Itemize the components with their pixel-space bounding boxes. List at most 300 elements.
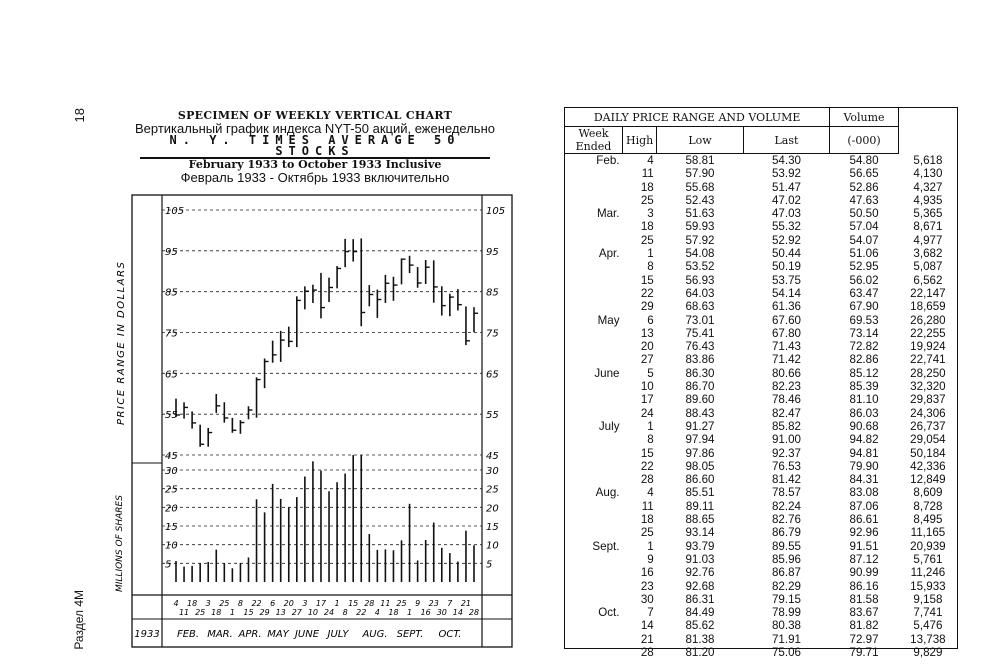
row-volume: 8,671 [913, 220, 943, 234]
year-label: 1933 [134, 629, 160, 640]
row-month: June [594, 366, 620, 380]
row-low: 71.91 [771, 632, 801, 646]
row-volume: 8,495 [913, 513, 943, 527]
row-day: 1 [647, 539, 654, 553]
row-volume: 3,682 [913, 247, 943, 261]
row-day: 10 [640, 380, 654, 394]
row-day: 17 [640, 393, 654, 407]
day-label-bottom: 8 [342, 608, 348, 617]
table-row [565, 420, 958, 433]
row-day: 8 [647, 433, 654, 447]
row-month [565, 181, 623, 194]
table-row [565, 247, 958, 260]
row-last: 90.68 [849, 419, 879, 433]
day-label-bottom: 13 [275, 608, 286, 617]
table-row [565, 566, 958, 579]
row-volume: 6,562 [913, 273, 943, 287]
row-last: 47.63 [849, 193, 879, 207]
row-high: 56.93 [685, 273, 715, 287]
price-bars [176, 238, 478, 446]
row-month [565, 380, 623, 393]
row-day: 25 [640, 193, 654, 207]
row-volume: 22,741 [910, 353, 946, 367]
row-low: 50.44 [771, 247, 801, 261]
row-day: 11 [641, 167, 654, 181]
row-high: 92.76 [685, 566, 715, 580]
row-day: 21 [640, 632, 654, 646]
table-row [565, 407, 958, 420]
row-last: 87.06 [849, 499, 879, 513]
month-label: OCT. [438, 629, 462, 640]
row-last: 52.95 [849, 260, 879, 274]
day-label-bottom: 18 [211, 608, 222, 617]
row-last: 56.65 [849, 167, 879, 181]
row-low: 47.03 [771, 207, 801, 221]
row-high: 55.68 [685, 180, 715, 194]
row-day: 23 [640, 579, 654, 593]
table-row [565, 606, 958, 619]
table-row [565, 580, 958, 593]
row-last: 83.67 [849, 606, 879, 620]
row-volume: 26,737 [910, 419, 946, 433]
row-day: 6 [647, 313, 654, 327]
row-last: 54.07 [849, 233, 879, 247]
table-row [565, 486, 958, 499]
row-month [565, 393, 623, 406]
row-volume: 4,130 [913, 167, 943, 181]
table-row [565, 340, 958, 353]
month-label: APR. [238, 629, 262, 640]
row-month [565, 274, 623, 287]
row-day: 29 [640, 300, 654, 314]
row-month [565, 566, 623, 579]
row-high: 91.03 [685, 552, 715, 566]
price-tick-label-right: 45 [486, 451, 499, 462]
row-month [565, 300, 623, 313]
day-label-bottom: 22 [356, 608, 367, 617]
volume-tick-label-left: 5 [165, 559, 172, 571]
day-label-bottom: 11 [178, 608, 190, 617]
day-label-top: 25 [396, 599, 407, 608]
table-row [565, 513, 958, 526]
row-last: 72.97 [849, 632, 879, 646]
row-volume: 4,935 [913, 193, 943, 207]
row-low: 78.46 [771, 393, 801, 407]
row-high: 84.49 [685, 606, 715, 620]
row-volume: 22,147 [910, 286, 946, 300]
row-day: 30 [640, 592, 654, 606]
row-high: 98.05 [685, 459, 715, 473]
row-day: 15 [640, 273, 654, 287]
row-low: 80.38 [771, 619, 801, 633]
row-high: 57.92 [685, 233, 715, 247]
row-day: 15 [640, 446, 654, 460]
price-tick-label-left: 45 [165, 451, 178, 462]
col-high: High [623, 127, 657, 154]
row-volume: 18,659 [910, 300, 946, 314]
weekly-vertical-chart [100, 185, 506, 655]
row-high: 85.51 [685, 486, 715, 500]
row-month [565, 167, 623, 180]
row-month [565, 633, 623, 646]
table-row [565, 473, 958, 486]
row-day: 8 [647, 260, 654, 274]
chart-frame [132, 195, 512, 647]
table-row [565, 540, 958, 553]
chart-period-en: February 1933 to October 1933 Inclusive [188, 158, 442, 171]
row-volume: 50,184 [910, 446, 946, 460]
row-month: Sept. [592, 539, 620, 553]
price-tick-label-right: 85 [486, 287, 499, 299]
row-low: 55.32 [771, 220, 801, 234]
row-low: 85.96 [771, 552, 801, 566]
row-month [565, 619, 623, 632]
row-month [565, 646, 623, 659]
price-tick-label-right: 95 [486, 246, 499, 258]
row-high: 92.68 [685, 579, 715, 593]
row-high: 51.63 [685, 207, 715, 221]
table-row [565, 526, 958, 539]
row-last: 85.12 [849, 366, 879, 380]
row-volume: 4,977 [913, 233, 943, 247]
row-day: 25 [640, 526, 654, 540]
row-volume: 22,255 [910, 326, 946, 340]
row-month: July [598, 419, 620, 433]
row-low: 71.43 [771, 340, 801, 354]
month-label: FEB. [176, 629, 200, 640]
row-low: 82.24 [771, 499, 801, 513]
table-row [565, 619, 958, 632]
row-low: 78.99 [771, 606, 801, 620]
price-axis-title: PRICE RANGE IN DOLLARS [116, 260, 127, 425]
row-month [565, 473, 623, 486]
row-month [565, 234, 623, 247]
volume-tick-label-right: 10 [486, 540, 499, 552]
day-label-top: 23 [428, 599, 439, 608]
volume-tick-label-left: 15 [165, 522, 178, 533]
row-last: 79.71 [849, 645, 879, 659]
day-label-bottom: 16 [420, 608, 431, 617]
row-day: 4 [647, 486, 654, 500]
row-volume: 8,609 [913, 486, 943, 500]
day-label-top: 7 [447, 599, 453, 608]
row-volume: 9,158 [913, 592, 943, 606]
row-high: 76.43 [685, 340, 715, 354]
day-label-bottom: 10 [307, 608, 319, 617]
row-day: 1 [647, 419, 654, 433]
row-day: 18 [640, 220, 654, 234]
table-row [565, 646, 958, 659]
row-month [565, 220, 623, 233]
day-label-top: 11 [380, 599, 391, 608]
row-last: 69.53 [849, 313, 879, 327]
row-low: 78.57 [771, 486, 801, 500]
row-last: 82.86 [849, 353, 879, 367]
row-day: 7 [647, 606, 654, 620]
row-low: 53.75 [771, 273, 801, 287]
price-tick-label-left: 85 [165, 287, 178, 299]
col-last: Last [743, 127, 829, 154]
day-label-bottom: 1 [229, 608, 235, 617]
price-tick-label-right: 65 [486, 369, 499, 381]
row-month [565, 553, 623, 566]
row-day: 13 [640, 326, 654, 340]
table-row [565, 393, 958, 406]
row-high: 83.86 [685, 353, 715, 367]
row-low: 82.29 [771, 579, 801, 593]
day-label-top: 17 [315, 599, 327, 608]
row-high: 54.08 [685, 247, 715, 261]
row-volume: 20,939 [910, 539, 946, 553]
row-volume: 15,933 [910, 579, 946, 593]
row-day: 20 [640, 340, 654, 354]
row-last: 86.03 [849, 406, 879, 420]
day-label-bottom: 4 [374, 608, 380, 617]
day-label-bottom: 29 [259, 608, 270, 617]
table-row [565, 154, 958, 168]
row-last: 57.04 [849, 220, 879, 234]
row-high: 58.81 [685, 154, 715, 167]
row-last: 54.80 [849, 154, 879, 167]
col-vol: (-000) [830, 127, 899, 154]
row-low: 76.53 [771, 459, 801, 473]
day-label-bottom: 15 [243, 608, 254, 617]
row-day: 27 [640, 353, 654, 367]
row-day: 5 [647, 366, 654, 380]
row-day: 11 [641, 499, 654, 513]
month-label: AUG. [362, 629, 388, 640]
table-row [565, 367, 958, 380]
row-day: 16 [640, 566, 654, 580]
row-low: 54.30 [771, 154, 801, 167]
row-volume: 5,618 [913, 153, 943, 167]
row-volume: 9,829 [913, 645, 943, 659]
price-tick-label-left: 75 [165, 328, 178, 340]
row-day: 25 [640, 233, 654, 247]
row-high: 86.31 [685, 592, 715, 606]
price-tick-label-left: 105 [165, 206, 185, 217]
row-last: 81.82 [849, 619, 879, 633]
row-month [565, 500, 623, 513]
chart-title-en: SPECIMEN OF WEEKLY VERTICAL CHART [177, 109, 453, 122]
row-low: 79.15 [771, 592, 801, 606]
row-last: 92.96 [849, 526, 879, 540]
table-row [565, 593, 958, 606]
month-label: SEPT. [396, 629, 424, 640]
row-volume: 4,327 [913, 180, 943, 194]
row-month [565, 526, 623, 539]
day-label-bottom: 28 [468, 608, 480, 617]
row-low: 86.87 [771, 566, 801, 580]
row-month [565, 260, 623, 273]
row-high: 59.93 [685, 220, 715, 234]
row-month: Oct. [598, 606, 620, 620]
price-tick-label-right: 105 [486, 206, 506, 217]
table-row [565, 194, 958, 207]
row-last: 72.82 [849, 340, 879, 354]
row-low: 85.82 [771, 419, 801, 433]
row-volume: 12,849 [910, 473, 946, 487]
table-row [565, 353, 958, 366]
row-last: 87.12 [849, 552, 879, 566]
row-month [565, 447, 623, 460]
row-day: 18 [640, 180, 654, 194]
row-volume: 7,741 [913, 606, 943, 620]
row-volume: 5,476 [913, 619, 943, 633]
row-day: 1 [647, 247, 654, 261]
price-tick-label-right: 75 [486, 328, 499, 340]
price-tick-label-left: 65 [165, 369, 178, 381]
day-label-top: 18 [187, 599, 198, 608]
day-label-top: 8 [237, 599, 243, 608]
table-row [565, 274, 958, 287]
table-row [565, 553, 958, 566]
chart-title-ru: Вертикальный график индекса NYT-50 акций, еженедельно [135, 121, 495, 136]
row-last: 86.61 [849, 513, 879, 527]
table-row [565, 327, 958, 340]
row-low: 91.00 [771, 433, 801, 447]
day-label-top: 6 [270, 599, 276, 608]
row-low: 54.14 [771, 286, 801, 300]
table-row [565, 460, 958, 473]
row-high: 88.65 [685, 513, 715, 527]
row-low: 81.42 [771, 473, 801, 487]
day-label-top: 3 [302, 599, 308, 608]
row-month [565, 194, 623, 207]
table-row [565, 433, 958, 446]
table-row [565, 234, 958, 247]
volume-tick-label-left: 25 [165, 484, 178, 496]
day-label-top: 3 [205, 599, 211, 608]
month-label: JUNE [294, 629, 320, 640]
row-low: 86.79 [771, 526, 801, 540]
row-volume: 11,246 [910, 566, 946, 580]
row-day: 22 [640, 286, 654, 300]
row-high: 53.52 [685, 260, 715, 274]
row-last: 81.58 [849, 592, 879, 606]
table-row [565, 300, 958, 313]
price-tick-label-left: 95 [165, 246, 178, 258]
row-day: 28 [640, 473, 654, 487]
row-volume: 19,924 [910, 340, 946, 354]
row-low: 89.55 [771, 539, 801, 553]
col-week: Week Ended [565, 127, 623, 154]
table-row [565, 447, 958, 460]
row-low: 82.23 [771, 380, 801, 394]
row-last: 79.90 [849, 459, 879, 473]
row-volume: 11,165 [910, 526, 946, 540]
row-month [565, 513, 623, 526]
volume-tick-label-left: 30 [165, 466, 178, 477]
table-row [565, 500, 958, 513]
row-month [565, 327, 623, 340]
row-high: 85.62 [685, 619, 715, 633]
row-high: 91.27 [685, 419, 715, 433]
row-month: Apr. [598, 247, 620, 261]
day-label-top: 4 [173, 599, 179, 608]
row-low: 67.80 [771, 326, 801, 340]
day-label-bottom: 24 [323, 608, 335, 617]
table-row [565, 287, 958, 300]
day-label-top: 15 [348, 599, 359, 608]
row-low: 53.92 [771, 167, 801, 181]
row-last: 52.86 [849, 180, 879, 194]
row-month: May [597, 313, 620, 327]
row-last: 86.16 [849, 579, 879, 593]
volume-axis-title: MILLIONS OF SHARES [115, 495, 125, 592]
row-high: 93.14 [685, 526, 715, 540]
row-day: 14 [640, 619, 654, 633]
row-low: 52.92 [771, 233, 801, 247]
row-last: 67.90 [849, 300, 879, 314]
col-low: Low [657, 127, 743, 154]
row-last: 73.14 [849, 326, 879, 340]
volume-tick-label-right: 30 [486, 466, 499, 477]
row-month [565, 460, 623, 473]
row-month [565, 593, 623, 606]
table-title: DAILY PRICE RANGE AND VOLUME [565, 108, 830, 127]
row-high: 86.70 [685, 380, 715, 394]
month-label: MAY [267, 629, 289, 640]
month-label: MAR. [207, 629, 233, 640]
day-label-top: 9 [415, 599, 421, 608]
row-volume: 5,761 [913, 552, 943, 566]
row-month [565, 287, 623, 300]
section-label: Раздел 4М [72, 590, 86, 650]
row-high: 52.43 [685, 193, 715, 207]
row-day: 28 [640, 645, 654, 659]
table-row [565, 260, 958, 273]
chart-period-ru: Февраль 1933 - Октябрь 1933 включительно [180, 170, 450, 185]
row-last: 81.10 [849, 393, 879, 407]
table-row [565, 380, 958, 393]
table-row [565, 220, 958, 233]
row-volume: 29,054 [910, 433, 946, 447]
row-high: 97.94 [685, 433, 715, 447]
row-high: 81.20 [685, 645, 715, 659]
day-label-top: 20 [283, 599, 294, 608]
table-row [565, 633, 958, 646]
price-tick-label-left: 55 [165, 410, 178, 422]
table-volume-header: Volume [830, 108, 899, 127]
row-volume: 13,738 [910, 632, 946, 646]
row-low: 82.76 [771, 513, 801, 527]
row-high: 88.43 [685, 406, 715, 420]
row-volume: 8,728 [913, 499, 943, 513]
row-low: 82.47 [771, 406, 801, 420]
row-volume: 26,280 [910, 313, 946, 327]
volume-tick-label-right: 5 [486, 559, 493, 571]
row-low: 50.19 [771, 260, 801, 274]
table-row [565, 167, 958, 180]
row-last: 94.82 [849, 433, 879, 447]
row-volume: 42,336 [910, 459, 946, 473]
day-label-bottom: 30 [436, 608, 447, 617]
row-low: 61.36 [771, 300, 801, 314]
row-high: 81.38 [685, 632, 715, 646]
row-high: 64.03 [685, 286, 715, 300]
row-volume: 29,837 [910, 393, 946, 407]
outer-frame [132, 195, 512, 647]
row-day: 22 [640, 459, 654, 473]
row-high: 97.86 [685, 446, 715, 460]
day-label-bottom: 14 [452, 608, 463, 617]
row-last: 51.06 [849, 247, 879, 261]
row-month: Aug. [595, 486, 620, 500]
row-high: 93.79 [685, 539, 715, 553]
day-label-bottom: 25 [195, 608, 206, 617]
price-volume-table [564, 107, 958, 659]
